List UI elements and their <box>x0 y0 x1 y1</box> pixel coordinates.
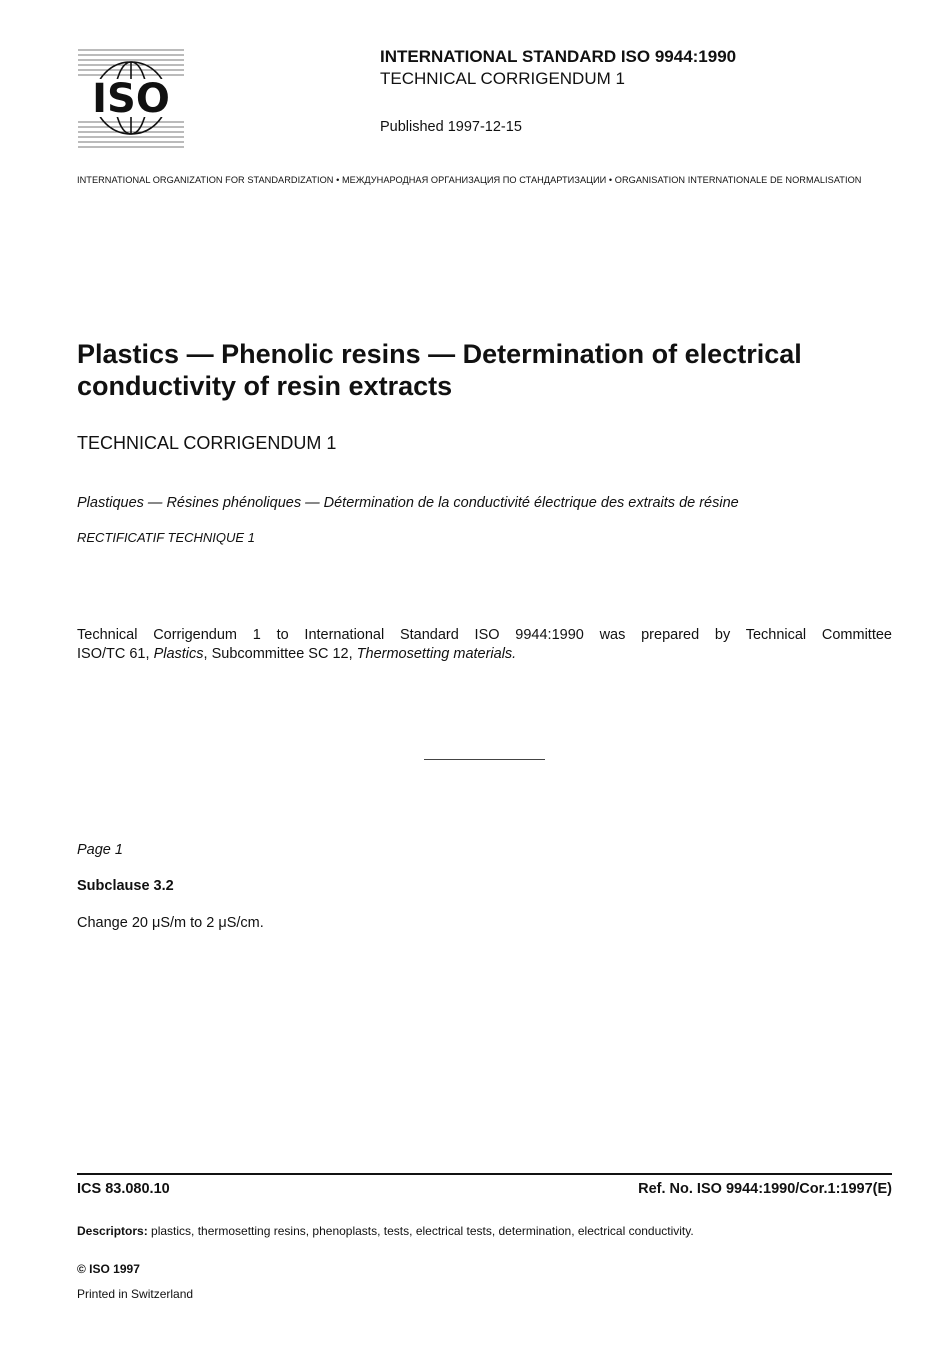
iso-globe-icon <box>78 48 184 148</box>
iso-logo <box>78 48 184 148</box>
subclause-heading: Subclause 3.2 <box>77 878 174 894</box>
intro-paragraph <box>77 626 892 664</box>
organization-line: INTERNATIONAL ORGANIZATION FOR STANDARDIZATION • МЕЖДУНАРОДНАЯ ОРГАНИЗАЦИЯ ПО СТАНДАРТИЗАЦИИ • ORGANISATION INTERNATIONALE DE NORMALISATION <box>77 175 862 185</box>
intro-committee: ISO/TC 61, <box>77 646 154 662</box>
descriptors <box>77 1224 694 1238</box>
reference-number: Ref. No. ISO 9944:1990/Cor.1:1997(E) <box>638 1181 892 1197</box>
change-instruction: Change 20 μS/m to 2 μS/cm. <box>77 915 264 931</box>
svg-text:ISO: ISO <box>92 76 170 122</box>
french-title: Plastiques — Résines phénoliques — Détermination de la conductivité électrique des extraits de résine <box>77 495 739 511</box>
intro-plastics: Plastics <box>153 646 204 662</box>
standard-title: INTERNATIONAL STANDARD ISO 9944:1990 <box>380 47 737 66</box>
document-title: Plastics — Phenolic resins — Determination of electrical conductivity of resin extracts <box>77 339 802 401</box>
printed-in: Printed in Switzerland <box>77 1287 194 1301</box>
page-reference: Page 1 <box>77 842 123 858</box>
intro-subcommittee: , Subcommittee SC 12, <box>203 646 357 662</box>
footer-divider <box>77 1173 892 1175</box>
published-date: Published 1997-12-15 <box>380 119 522 135</box>
corrigendum-label: TECHNICAL CORRIGENDUM 1 <box>380 69 625 88</box>
document-subtitle: TECHNICAL CORRIGENDUM 1 <box>77 433 337 453</box>
copyright: © ISO 1997 <box>77 1262 140 1276</box>
intro-line-1: Technical Corrigendum 1 to International Standard ISO 9944:1990 was prepared by Technical Committee <box>77 627 892 643</box>
descriptors-list: plastics, thermosetting resins, phenoplasts, tests, electrical tests, determination, electrical conductivity. <box>147 1224 694 1238</box>
separator-line <box>424 759 545 760</box>
descriptors-label: Descriptors: <box>77 1224 148 1238</box>
intro-thermosetting: Thermosetting materials. <box>356 646 517 662</box>
ics-code: ICS 83.080.10 <box>77 1181 170 1197</box>
french-subtitle: RECTIFICATIF TECHNIQUE 1 <box>77 530 255 545</box>
